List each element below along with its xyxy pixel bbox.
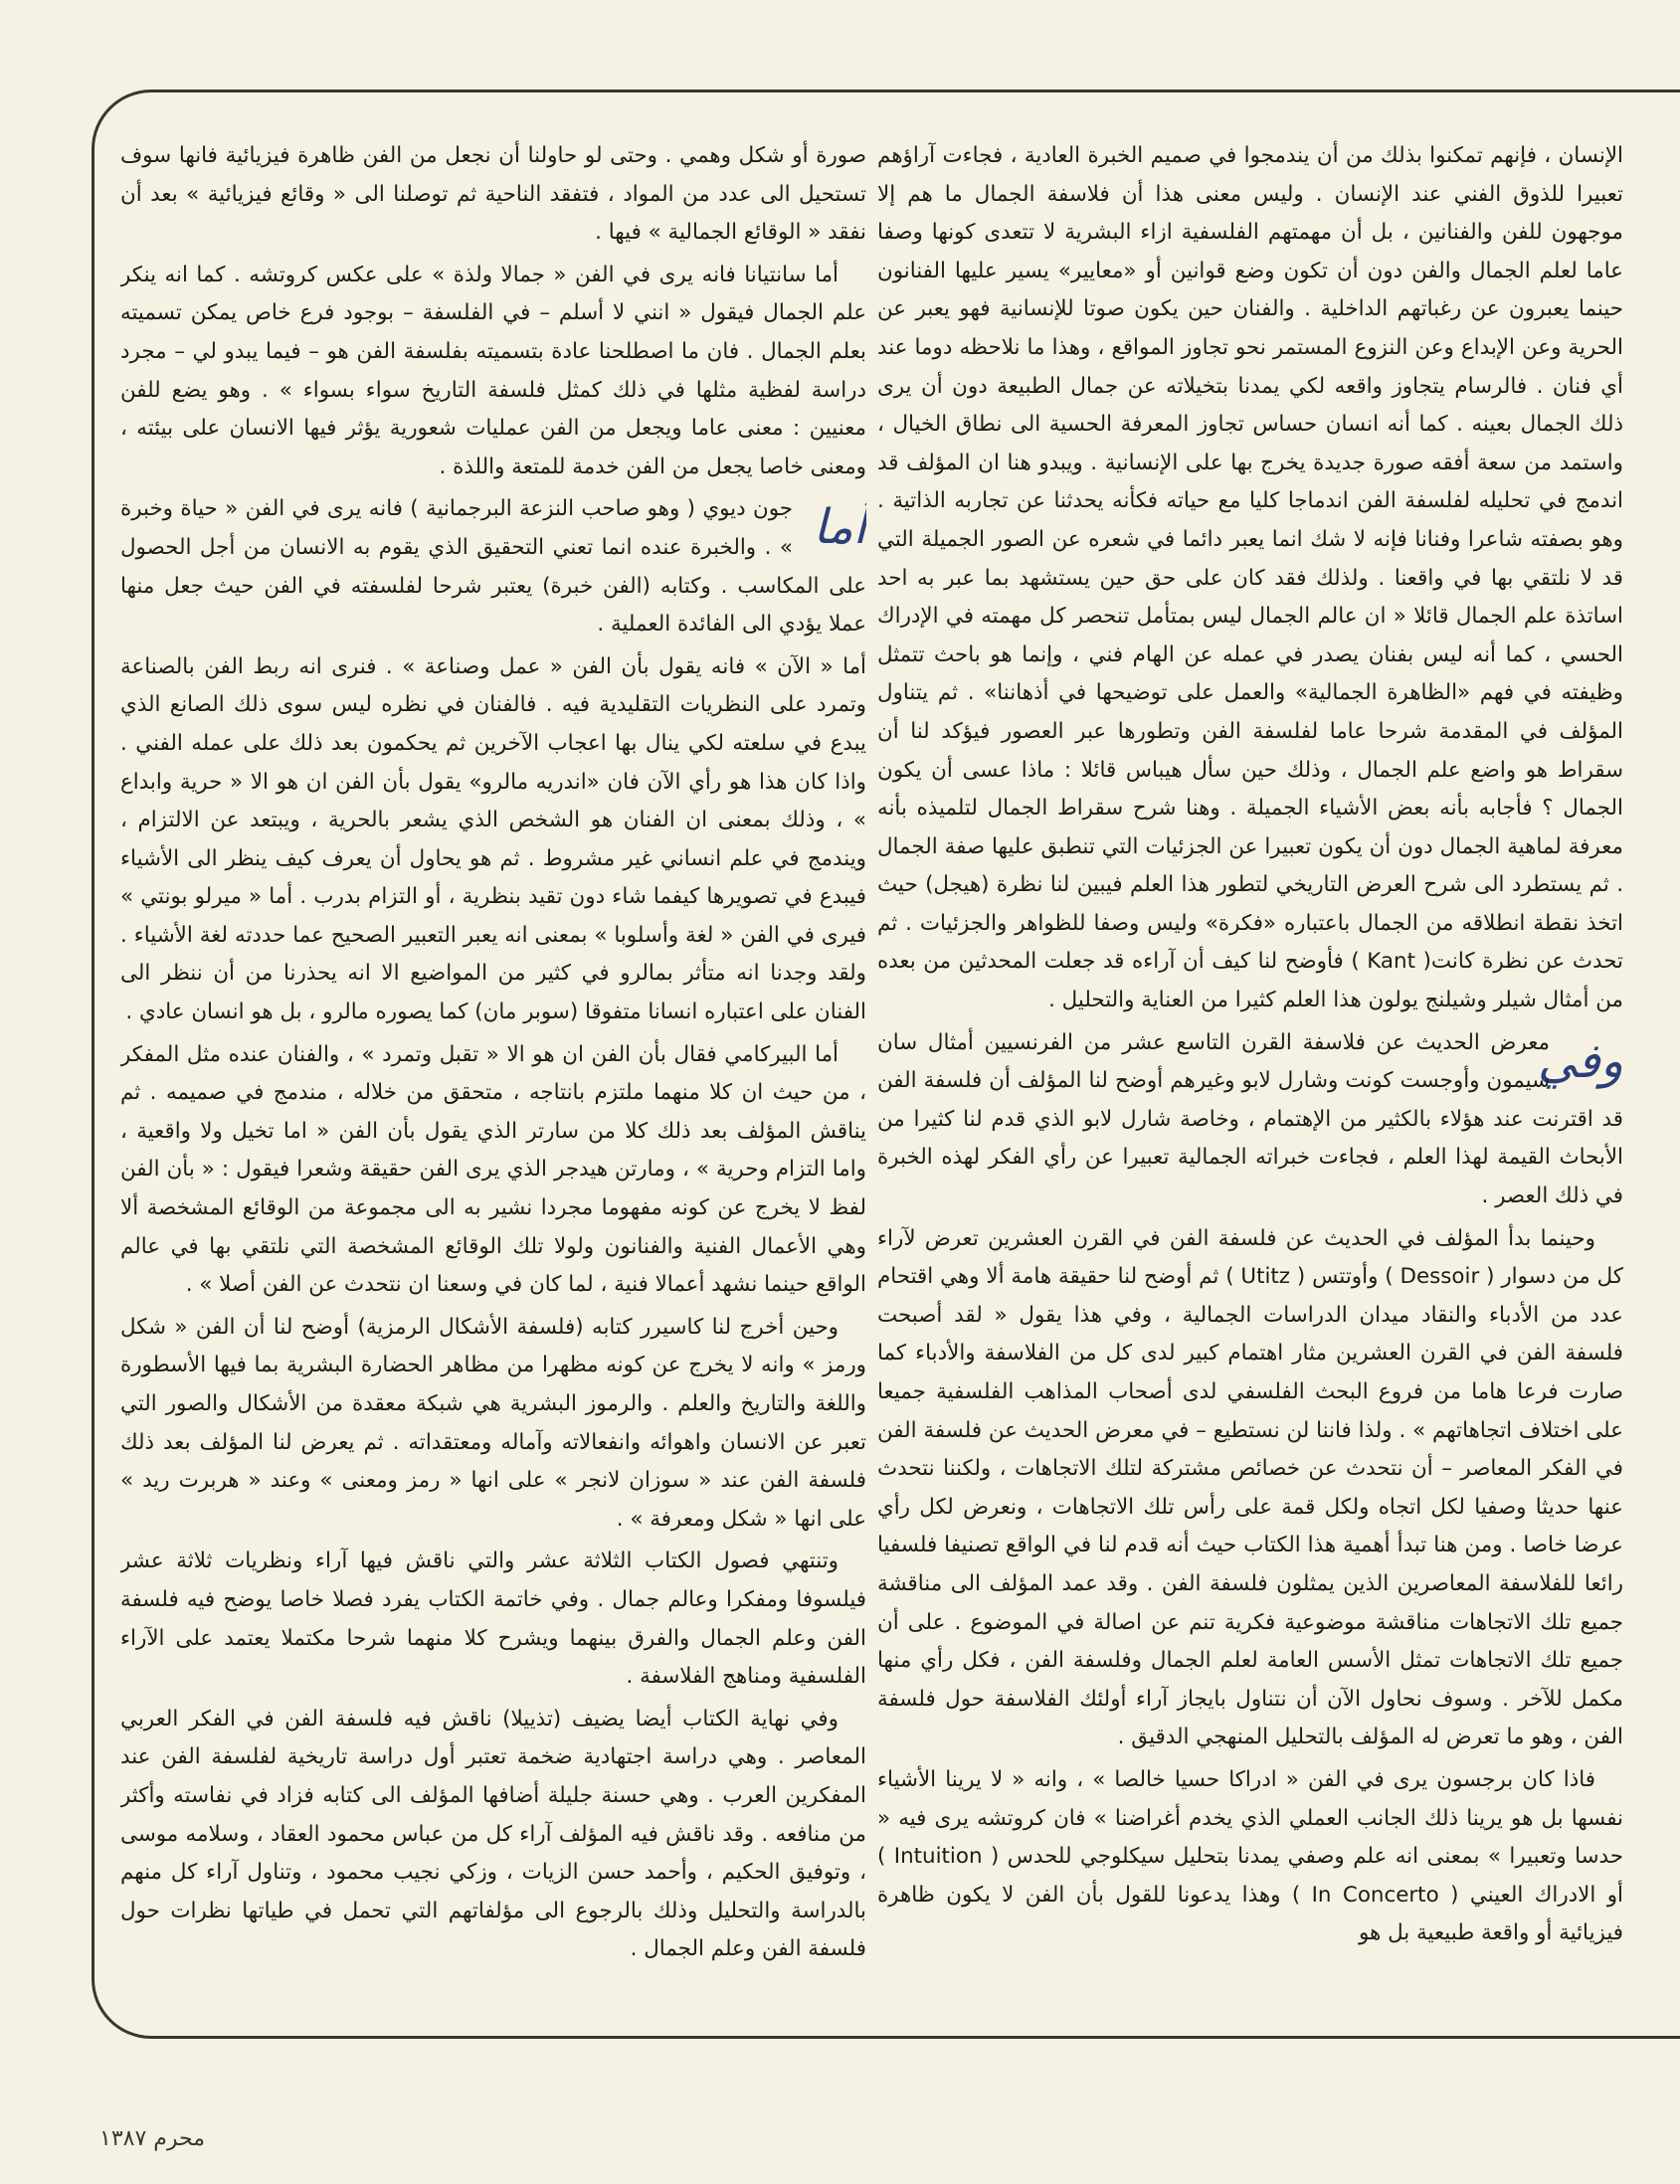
- page-footer-date: محرم ١٣٨٧: [99, 2126, 206, 2151]
- drop-cap: وفي: [1537, 1032, 1623, 1089]
- paragraph: صورة أو شكل وهمي . وحتى لو حاولنا أن نجعل من الفن ظاهرة فيزيائية فانها سوف تستحيل الى عدد من المواد ، فتفقد الناحية ثم توصلنا الى « وقائع فيزيائية » بعد أن نفقد « الوقائع الجمالية » فيها .: [120, 143, 866, 246]
- paragraph: وتنتهي فصول الكتاب الثلاثة عشر والتي ناقش فيها آراء ونظريات ثلاثة عشر فيلسوفا ومفكرا وعالم جمال . وفي خاتمة الكتاب يفرد فصلا خاصا يوضح فيه فلسفة الفن وعلم الجمال والفرق بينهما ويشرح كلا منهما شرحا مكتملا يعتمد على الآراء الفلسفية ومناهج الفلاسفة .: [120, 1548, 866, 1690]
- left-text-column: [120, 137, 866, 2022]
- paragraph: أما سانتيانا فانه يرى في الفن « جمالا ولذة » على عكس كروتشه . كما انه ينكر علم الجمال فيقول « انني لا أسلم – في الفلسفة – بوجود فرع خاص يمكن تسميته بعلم الجمال . فان ما اصطلحنا عادة بتسميته بفلسفة الفن هو – فيما يبدو لي – مجرد دراسة لفظية مثلها في ذلك كمثل فلسفة التاريخ سواء بسواء » . وهو يضع للفن معنيين : معنى عاما ويجعل من الفن عمليات شعورية يؤثر فيها الانسان على بيئته ، ومعنى خاصا يجعل من الفن خدمة للمتعة واللذة .: [120, 262, 866, 479]
- paragraph: الإنسان ، فإنهم تمكنوا بذلك من أن يندمجوا في صميم الخبرة العادية ، فجاءت آراؤهم تعبيرا للذوق الفني عند الإنسان . وليس معنى هذا أن فلاسفة الجمال ما هم إلا موجهون للفن والفنانين ، بل أن مهمتهم الفلسفية ازاء البشرية لا تتعدى كونها وصفا عاما لعلم الجمال والفن دون أن تكون وضع قوانين أو «معايير» يسير عليها الفنانون حينما يعبرون عن رغباتهم الداخلية . والفنان حين يكون صوتا للإنسانية فهو يعبر عن الحرية وعن الإبداع وعن النزوع المستمر نحو تجاوز المواقع ، وهذا ما نلاحظه دوما عند أي فنان . فالرسام يتجاوز واقعه لكي يمدنا بتخيلاته عن جمال الطبيعة دون أن يرى ذلك الجمال بعينه . كما أنه انسان حساس تجاوز المعرفة الحسية الى نطاق الخيال ، واستمد من سعة أفقه صورة جديدة يخرج بها على الإنسانية . ويبدو هنا ان المؤلف قد اندمج في تحليله لفلسفة الفن اندماجا كليا مع حياته فكأنه يحدثنا عن تجاربه الذاتية . وهو بصفته شاعرا وفنانا فإنه لا شك انما يعبر دائما في شعره عن الصور الجميلة التي قد لا نلتقي بها في واقعنا . ولذلك فقد كان على حق حين يستشهد بما عبر به احد اساتذة علم الجمال قائلا « ان عالم الجمال ليس بمتأمل تنحصر كل مهمته في الإدراك الحسي ، كما أنه ليس بفنان يصدر في عمله عن الهام فني ، وإنما هو باحث تتمثل وظيفته في فهم «الظاهرة الجمالية» والعمل على توضيحها في أذهاننا» . ثم يتناول المؤلف في المقدمة شرحا عاما لفلسفة الفن وتطورها عبر العصور فيؤكد لنا أن سقراط هو واضع علم الجمال ، وذلك حين سأل هيباس قائلا : ماذا عسى أن يكون الجمال ؟ فأجابه بأنه بعض الأشياء الجميلة . وهنا شرح سقراط الجمال لتلميذه بأنه معرفة لماهية الجمال دون أن يكون تعبيرا عن الجزئيات التي تنطبق عليها صفة الجمال . ثم يستطرد الى شرح العرض التاريخي لتطور هذا العلم فيبين لنا نظرة (هيجل) حيث اتخذ نقطة انطلاقه من الجمال باعتباره «فكرة» وليس وصفا للظواهر والجزئيات . ثم تحدث عن نظرة كانت( Kant ) فأوضح لنا كيف أن آراءه قد جعلت المحدثين من بعده من أمثال شيلر وشيلنج يولون هذا العلم كثيرا من العناية والتحليل .: [877, 143, 1623, 1013]
- paragraph: فاذا كان برجسون يرى في الفن « ادراكا حسيا خالصا » ، وانه « لا يرينا الأشياء نفسها بل هو يرينا ذلك الجانب العملي الذي يخدم أغراضنا » فان كروتشه يرى فيه « حدسا وتعبيرا » بمعنى انه علم وصفي يمدنا بتحليل سيكلوجي للحدس ( Intuition ) أو الادراك العيني ( In Concerto ) وهذا يدعونا للقول بأن الفن لا يكون ظاهرة فيزيائية أو واقعة طبيعية بل هو: [877, 1766, 1623, 1946]
- paragraph: معرض الحديث عن فلاسفة القرن التاسع عشر من الفرنسيين أمثال سان سيمون وأوجست كونت وشارل لابو وغيرهم أوضح لنا المؤلف أن فلسفة الفن قد اقترنت عند هؤلاء بالكثير من الإهتمام ، وخاصة شارل لابو الذي قدم لنا كثيرا من الأبحاث القيمة لهذا العلم ، فجاءت خبراته الجمالية تعبيرا عن رأي الفكر لهذه الخبرة في ذلك العصر .: [877, 1029, 1623, 1209]
- drop-cap: أما: [813, 499, 866, 556]
- paragraph: وحينما بدأ المؤلف في الحديث عن فلسفة الفن في القرن العشرين تعرض لآراء كل من دسوار ( Dessoir ) وأوتتس ( Utitz ) ثم أوضح لنا حقيقة هامة ألا وهي اقتحام عدد من الأدباء والنقاد ميدان الدراسات الجمالية ، وفي هذا يقول « لقد أصبحت فلسفة الفن في القرن العشرين مثار اهتمام كبير لدى كل من الفلاسفة والأدباء كما صارت فرعا هاما من فروع البحث الفلسفي لدى أصحاب المذاهب الفلسفية جميعا على اختلاف اتجاهاتهم » . ولذا فاننا لن نستطيع – في معرض الحديث عن فلسفة الفن في الفكر المعاصر – أن نتحدث عن خصائص مشتركة لتلك الاتجاهات ، ولكننا نتحدث عنها حديثا وصفيا لكل اتجاه ولكل قمة على رأس تلك الاتجاهات ، ونعرض لكل رأي عرضا خاصا . ومن هنا تبدأ أهمية هذا الكتاب حيث أنه قدم لنا في الواقع تصنيفا فلسفيا رائعا للفلاسفة المعاصرين الذين يمثلون فلسفة الفن . وقد عمد المؤلف الى مناقشة جميع تلك الاتجاهات مناقشة موضوعية فكرية تنم عن اصالة في الموضوع . على أن جميع تلك الاتجاهات تمثل الأسس العامة لعلم الجمال وفلسفة الفن ، فكل رأي منها مكمل للآخر . وسوف نحاول الآن أن نتناول بايجاز آراء أولئك الفلاسفة حول فلسفة الفن ، وهو ما تعرض له المؤلف بالتحليل المنهجي الدقيق .: [877, 1225, 1623, 1750]
- paragraph: وفي نهاية الكتاب أيضا يضيف (تذييلا) ناقش فيه فلسفة الفن في الفكر العربي المعاصر . وهي دراسة اجتهادية ضخمة تعتبر أول دراسة تاريخية لفلسفة الفن عند المفكرين العرب . وهي حسنة جليلة أضافها المؤلف الى كتابه فزاد في نفاسته وأكثر من منافعه . وقد ناقش فيه المؤلف آراء كل من عباس محمود العقاد ، وسلامه موسى ، وتوفيق الحكيم ، وأحمد حسن الزيات ، وزكي نجيب محمود ، وتناول آراء كل منهم بالدراسة والتحليل وذلك بالرجوع الى مؤلفاتهم التي تحمل في طياتها نظرات حول فلسفة الفن وعلم الجمال .: [120, 1706, 866, 1962]
- paragraph: أما « الآن » فانه يقول بأن الفن « عمل وصناعة » . فنرى انه ربط الفن بالصناعة وتمرد على النظريات التقليدية فيه . فالفنان في نظره ليس سوى ذلك الصانع الذي يبدع في سلعته لكي ينال بها اعجاب الآخرين ثم يحكمون بعد ذلك على عمله الفني . واذا كان هذا هو رأي الآن فان «اندريه مالرو» يقول بأن الفن ان هو الا « حرية وابداع » ، وذلك بمعنى ان الفنان هو الشخص الذي يشعر بالحرية ، ويبتعد عن الالتزام ، ويندمج في علم انساني غير مشروط . ثم هو يحاول أن يعرف كيف ينظر الى الأشياء فيبدع في تصويرها كيفما شاء دون تقيد بنظرية ، أو التزام بدرب . أما « ميرلو بونتي » فيرى في الفن « لغة وأسلوبا » بمعنى انه يعبر التعبير الصحيح عما حددته لغة الأشياء . ولقد وجدنا انه متأثر بمالرو في كثير من المواضيع الا انه يحذرنا من أن ننظر الى الفنان على اعتباره انسانا متفوقا (سوبر مان) كما يصوره مالرو ، بل هو انسان عادي .: [120, 653, 866, 1025]
- right-text-column: [877, 137, 1623, 2022]
- paragraph: وحين أخرج لنا كاسيرر كتابه (فلسفة الأشكال الرمزية) أوضح لنا أن الفن « شكل ورمز » وانه لا يخرج عن كونه مظهرا من مظاهر الحضارة البشرية بما فيها الأسطورة واللغة والتاريخ والعلم . والرموز البشرية هي شبكة معقدة من الأشكال والصور التي تعبر عن الانسان واهوائه وانفعالاته وآماله ومعتقداته . ثم يعرض لنا المؤلف بعد ذلك فلسفة الفن عند « سوزان لانجر » على انها « رمز ومعنى » وعند « هربرت ريد » على انها « شكل ومعرفة » .: [120, 1314, 866, 1532]
- paragraph: أما البيركامي فقال بأن الفن ان هو الا « تقبل وتمرد » ، والفنان عنده مثل المفكر ، من حيث ان كلا منهما ملتزم بانتاجه ، متحقق من خلاله ، مندمج في صميمه . ثم يناقش المؤلف بعد ذلك كلا من سارتر الذي يقول بأن الفن « اما تخيل ولا واقعية ، واما التزام وحرية » ، ومارتن هيدجر الذي يرى الفن حقيقة وشعرا فيقول : « بأن الفن لفظ لا يخرج عن كونه مفهوما مجردا نشير به الى مجموعة من الوقائع المشخصة ألا وهي الأعمال الفنية والفنانون ولولا تلك الوقائع المشخصة التي نلتقي بها في عالم الواقع حينما نشهد أعمالا فنية ، لما كان في وسعنا ان نتحدث عن الفن أصلا » .: [120, 1041, 866, 1298]
- paragraph: جون ديوي ( وهو صاحب النزعة البرجمانية ) فانه يرى في الفن « حياة وخبرة » . والخبرة عنده انما تعني التحقيق الذي يقوم به الانسان من أجل الحصول على المكاسب . وكتابه (الفن خبرة) يعتبر شرحا لفلسفته في الفن حيث جعل منها عملا يؤدي الى الفائدة العملية .: [120, 496, 866, 637]
